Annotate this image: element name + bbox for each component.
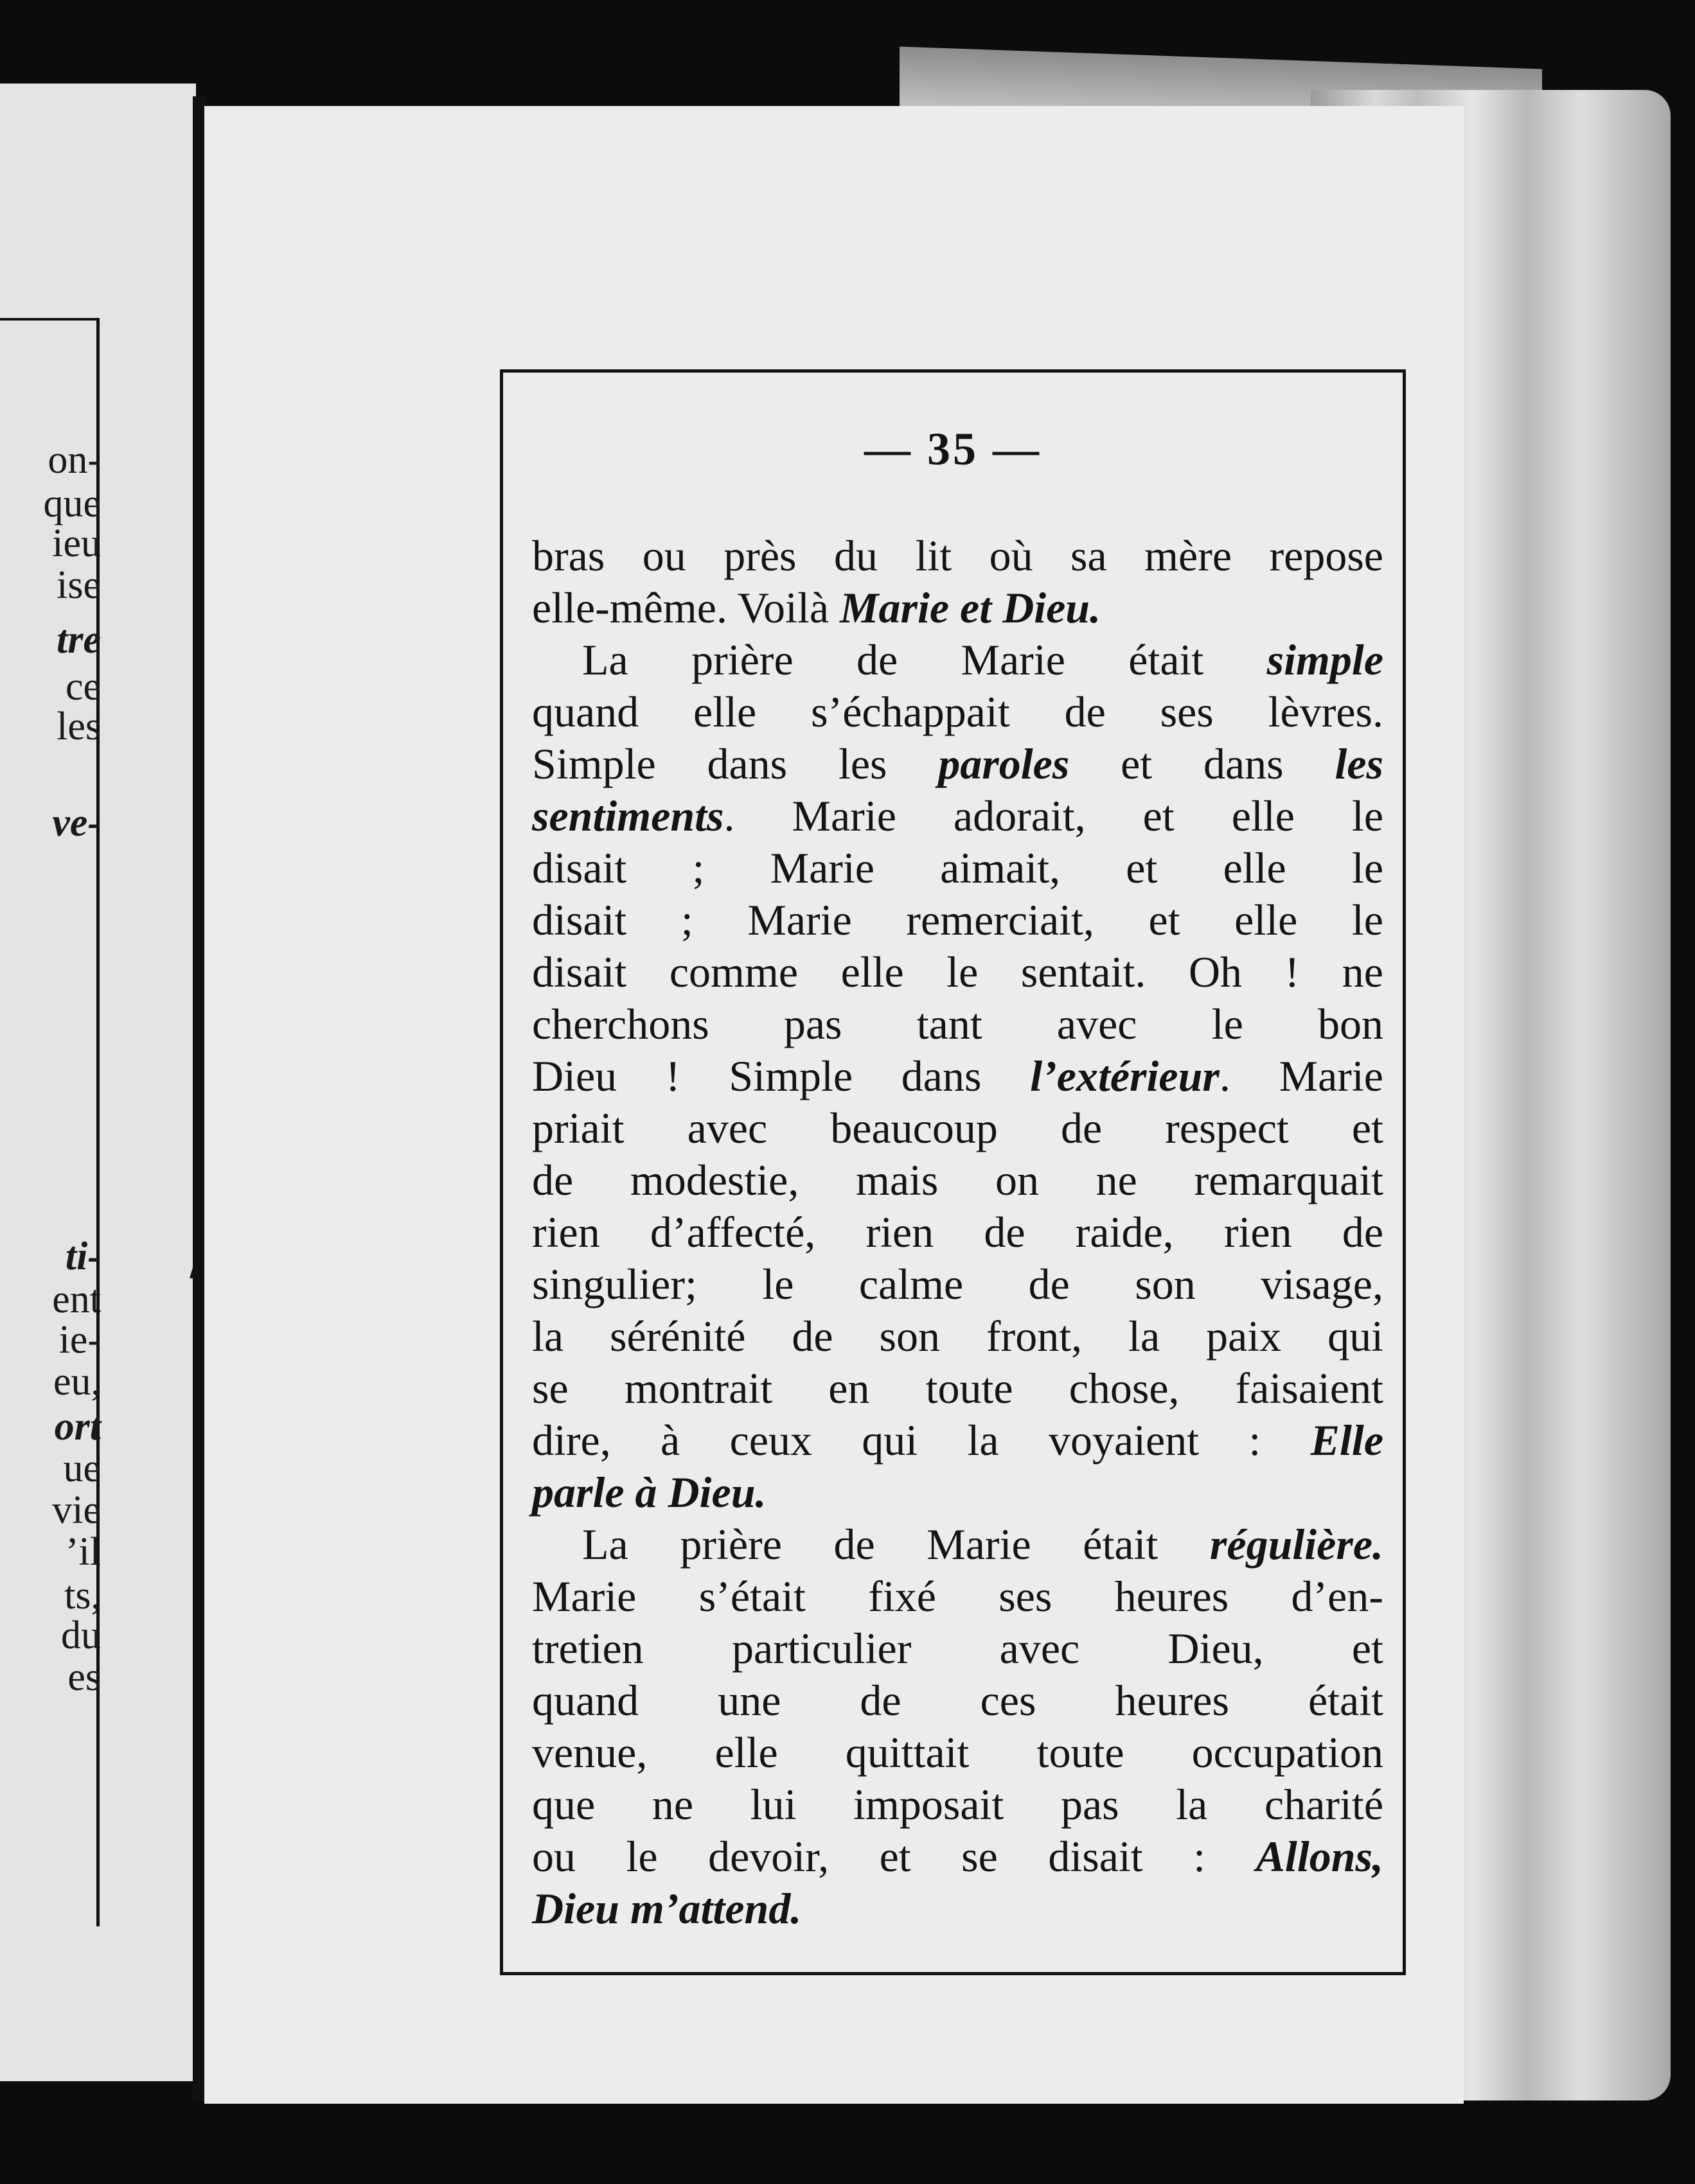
left-page-fragment: ort (54, 1405, 101, 1449)
italic-text: Dieu m’attend. (532, 1884, 802, 1933)
text-line (532, 1258, 1383, 1310)
text-line (532, 1310, 1383, 1362)
italic-text: paroles (938, 739, 1070, 788)
left-page-fragment: ieu (52, 522, 101, 565)
left-page-fragment: ts, (64, 1574, 101, 1617)
text-block (532, 530, 1383, 1935)
text-run: quand elle s’échappait de ses lèvres. (532, 687, 1383, 736)
text-run: . Marie adorait, et elle le (723, 791, 1383, 840)
left-page-fragment: vie (52, 1488, 101, 1532)
left-page-fragment: les (57, 705, 101, 748)
text-run: quand une de ces heures était (532, 1676, 1383, 1725)
text-run: tretien particulier avec Dieu, et (532, 1624, 1383, 1673)
text-line (532, 530, 1383, 582)
text-line (532, 1102, 1383, 1154)
italic-text: Elle (1310, 1416, 1383, 1465)
text-line (532, 1414, 1383, 1466)
italic-text: parle à Dieu. (532, 1468, 767, 1517)
left-page-fragment: ent (52, 1278, 101, 1321)
text-run: la sérénité de son front, la paix qui (532, 1312, 1383, 1361)
text-line (532, 1831, 1383, 1883)
left-page-fragment: ti- (65, 1235, 101, 1278)
text-run: que ne lui imposait pas la charité (532, 1780, 1383, 1829)
text-run: elle-même. Voilà (532, 583, 840, 632)
text-run: . Marie (1219, 1052, 1383, 1100)
left-page-fragment: on- (48, 438, 101, 482)
text-line (532, 1675, 1383, 1727)
right-page (204, 106, 1464, 2104)
text-line (532, 946, 1383, 998)
text-line (532, 1362, 1383, 1414)
text-line (532, 790, 1383, 842)
left-page-fragment: ie- (58, 1318, 101, 1362)
text-run: singulier; le calme de son visage, (532, 1260, 1383, 1308)
text-run: cherchons pas tant avec le bon (532, 1000, 1383, 1048)
text-line (532, 1623, 1383, 1675)
text-line (532, 738, 1383, 790)
text-line (532, 1050, 1383, 1102)
text-line (532, 1519, 1383, 1571)
text-line (532, 1206, 1383, 1258)
text-line (532, 1727, 1383, 1779)
left-page-fragment: eu, (53, 1360, 101, 1404)
text-run: de modestie, mais on ne remarquait (532, 1156, 1383, 1204)
left-facing-page (0, 84, 196, 2081)
text-line (532, 1571, 1383, 1623)
text-run: disait ; Marie aimait, et elle le (532, 843, 1383, 892)
text-line (532, 842, 1383, 894)
text-run: disait ; Marie remerciait, et elle le (532, 895, 1383, 944)
text-line (532, 1883, 1383, 1935)
page-number: — 35 — (864, 423, 1042, 475)
text-run: se montrait en toute chose, faisaient (532, 1364, 1383, 1413)
italic-text: l’extérieur (1030, 1052, 1220, 1100)
left-page-fragment: que (43, 482, 101, 525)
left-page-fragment: ise (57, 563, 101, 607)
left-page-fragment: ue (63, 1447, 101, 1490)
text-run: La prière de Marie était (582, 1520, 1210, 1569)
text-run: dire, à ceux qui la voyaient : (532, 1416, 1311, 1465)
text-line (532, 634, 1383, 686)
text-line (532, 1154, 1383, 1206)
text-run: disait comme elle le sentait. Oh ! ne (532, 947, 1383, 996)
text-run: priait avec beaucoup de respect et (532, 1104, 1383, 1152)
book-gutter (193, 96, 206, 2100)
italic-text: Allons, (1256, 1832, 1383, 1881)
text-run: Dieu ! Simple dans (532, 1052, 1031, 1100)
italic-text: régulière. (1209, 1520, 1383, 1569)
italic-text: simple (1266, 635, 1383, 684)
text-line (532, 582, 1383, 634)
text-line (532, 998, 1383, 1050)
text-line (532, 894, 1383, 946)
text-run: venue, elle quittait toute occupation (532, 1728, 1383, 1777)
text-line (532, 1466, 1383, 1519)
left-page-fragment: du (61, 1614, 101, 1657)
text-line (532, 1779, 1383, 1831)
italic-text: Marie et Dieu. (840, 583, 1101, 632)
text-frame (500, 369, 1406, 1975)
text-run: Marie s’était fixé ses heures d’en- (532, 1572, 1383, 1621)
text-run: rien d’affecté, rien de raide, rien de (532, 1208, 1383, 1256)
text-run: ou le devoir, et se disait : (532, 1832, 1256, 1881)
text-run: La prière de Marie était (582, 635, 1267, 684)
left-page-fragment: es (67, 1655, 101, 1699)
text-run: bras ou près du lit où sa mère repose (532, 531, 1383, 580)
left-page-fragment: tre (57, 618, 101, 662)
left-page-fragment: ’il (65, 1530, 101, 1574)
text-run: Simple dans les (532, 739, 939, 788)
left-page-fragment: ve- (52, 801, 101, 845)
left-page-fragment: ce (65, 665, 101, 709)
text-run: et dans (1069, 739, 1335, 788)
text-line (532, 686, 1383, 738)
italic-text: sentiments (532, 791, 724, 840)
italic-text: les (1335, 739, 1383, 788)
